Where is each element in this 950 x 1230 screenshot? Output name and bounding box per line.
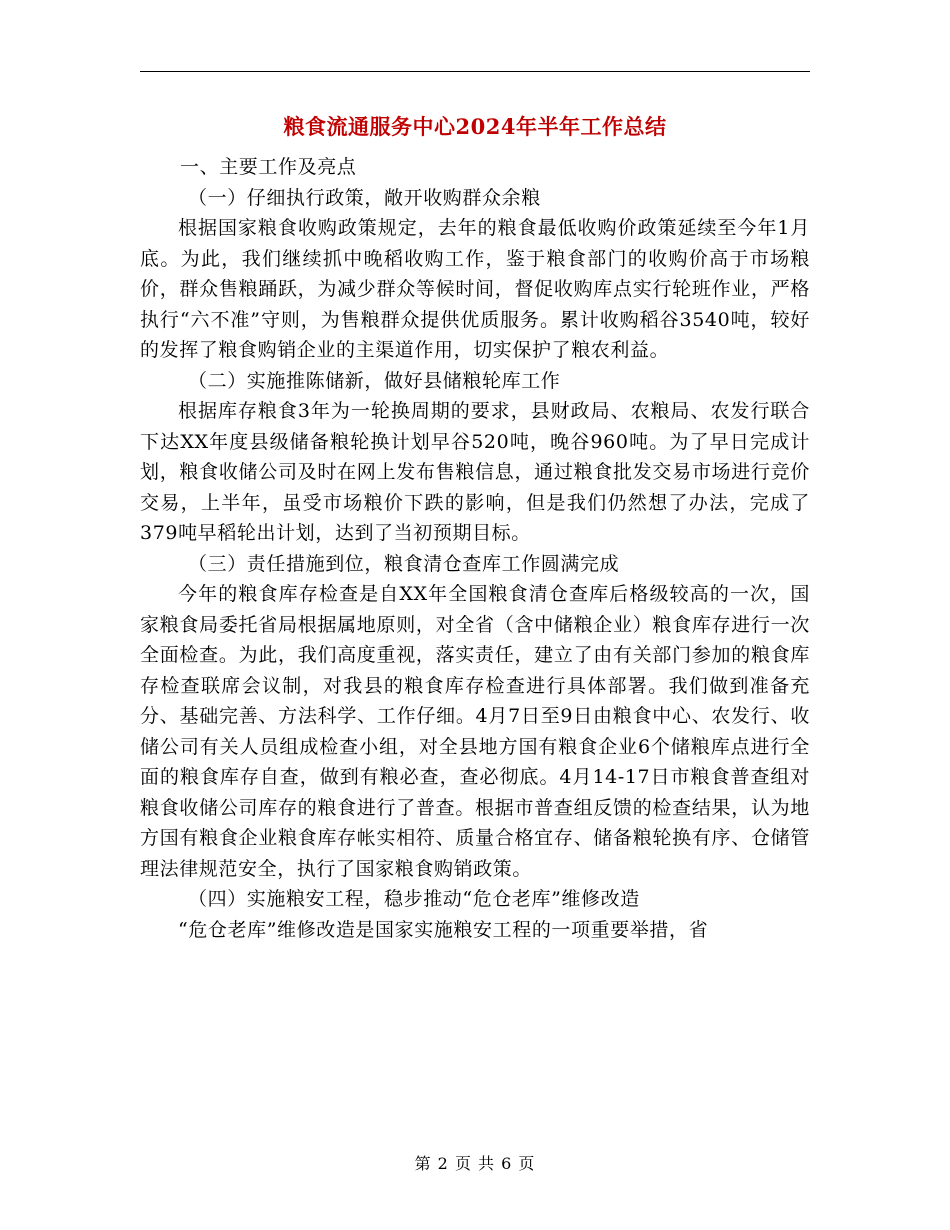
header-rule — [140, 71, 810, 72]
paragraph-3: 今年的粮食库存检查是自XX年全国粮食清仓查库后格级较高的一次，国家粮食局委托省局根据属地原则，对全省（含中储粮企业）粮食库存进行一次全面检查。为此，我们高度重视，落实责任，建立了由有关部门参加的粮食库存检查联席会议制，对我县的粮食库存检查进行具体部署。我们做到准备充分、基础完善、方法科学、工作仔细。4月7日至9日由粮食中心、农发行、收储公司有关人员组成检查小组，对全县地方国有粮食企业6个储粮库点进行全面的粮食库存自查，做到有粮必查，查必彻底。4月14-17日市粮食普查组对粮食收储公司库存的粮食进行了普查。根据市普查组反馈的检查结果，认为地方国有粮食企业粮食库存帐实相符、质量合格宜存、储备粮轮换有序、仓储管理法律规范安全，执行了国家粮食购销政策。 — [140, 583, 810, 880]
subsection-heading-3: （三）责任措施到位，粮食清仓查库工作圆满完成 — [188, 552, 620, 575]
paragraph-1: 根据国家粮食收购政策规定，去年的粮食最低收购价政策延续至今年1月底。为此，我们继续抓中晚稻收购工作，鉴于粮食部门的收购价高于市场粮价，群众售粮踊跃，为减少群众等候时间，督促收购库点实行轮班作业，严格执行“六不准”守则，为售粮群众提供优质服务。累计收购稻谷3540吨，较好的发挥了粮食购销企业的主渠道作用，切实保护了粮农利益。 — [140, 217, 810, 361]
section-heading-main-work: 一、主要工作及亮点 — [180, 156, 357, 178]
subsection-heading-4: （四）实施粮安工程，稳步推动“危仓老库”维修改造 — [188, 888, 640, 910]
document-title: 粮食流通服务中心2024年半年工作总结 — [283, 114, 667, 139]
document-body — [140, 108, 810, 945]
page-number: 第 2 页 共 6 页 — [414, 1154, 536, 1173]
paragraph-2: 根据库存粮食3年为一轮换周期的要求，县财政局、农粮局、农发行联合下达XX年度县级储备粮轮换计划早谷520吨，晚谷960吨。为了早日完成计划，粮食收储公司及时在网上发布售粮信息，通过粮食批发交易市场进行竞价交易，上半年，虽受市场粮价下跌的影响，但是我们仍然想了办法，完成了379吨早稻轮出计划，达到了当初预期目标。 — [140, 400, 810, 544]
subsection-heading-2: （二）实施推陈储新，做好县储粮轮库工作 — [188, 369, 561, 392]
paragraph-4: “危仓老库”维修改造是国家实施粮安工程的一项重要举措，省 — [178, 918, 709, 941]
subsection-heading-1: （一）仔细执行政策，敞开收购群众余粮 — [188, 186, 541, 209]
